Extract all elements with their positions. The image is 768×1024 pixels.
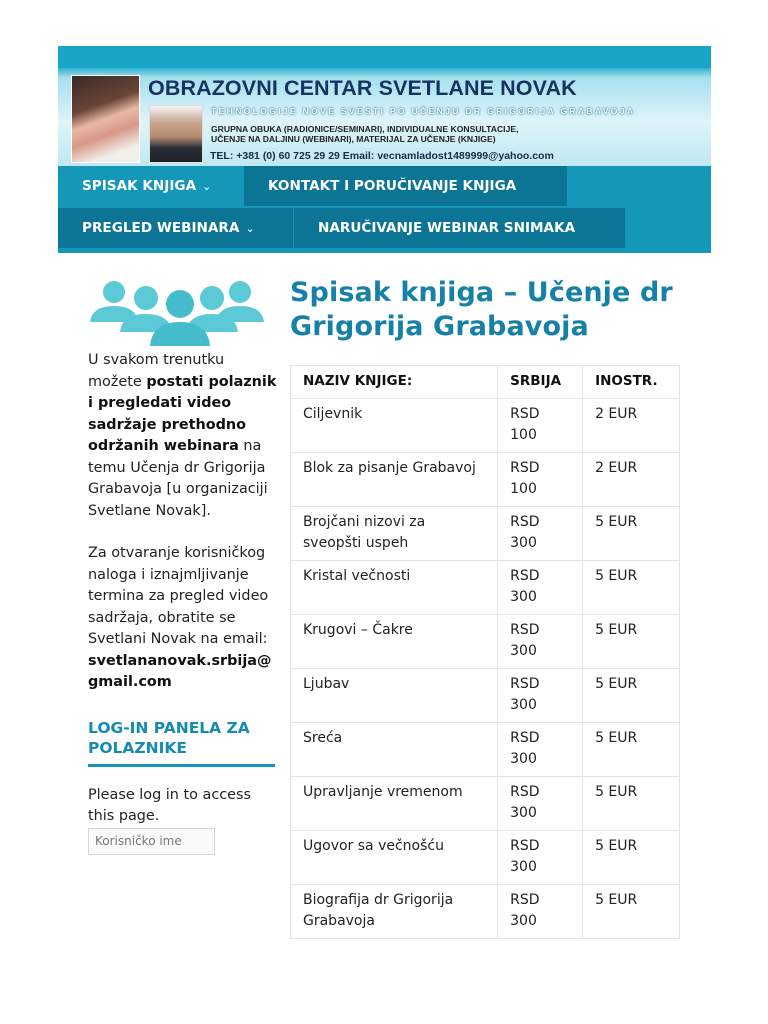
- price-srbija: RSD 300: [498, 560, 583, 614]
- banner-title: OBRAZOVNI CENTAR SVETLANE NOVAK: [148, 76, 577, 100]
- table-row: [291, 506, 680, 560]
- book-name: Sreća: [291, 722, 498, 776]
- price-srbija: RSD 300: [498, 506, 583, 560]
- sidebar-contact-email: svetlananovak.srbija@gmail.com: [88, 652, 272, 690]
- username-input[interactable]: [88, 828, 215, 855]
- nav-kontakt-label: KONTAKT I PORUČIVANJE KNJIGA: [268, 178, 517, 194]
- book-name: Ugovor sa večnošću: [291, 830, 498, 884]
- table-row: [291, 668, 680, 722]
- photo-svetlana-novak: [71, 75, 140, 163]
- book-name: Upravljanje vremenom: [291, 776, 498, 830]
- price-srbija: RSD 300: [498, 884, 583, 938]
- table-row: [291, 560, 680, 614]
- banner-subtitle: TEHNOLOGIJE NOVE SVESTI PO UČENJU DR GRIGORIJA GRABAVOJA: [211, 106, 636, 116]
- book-name: Ljubav: [291, 668, 498, 722]
- nav-spisak-knjiga-label: SPISAK KNJIGA: [82, 178, 197, 194]
- nav-kontakt-porucivanje[interactable]: [244, 166, 567, 206]
- table-row: [291, 722, 680, 776]
- nav-narucivanje-snimaka[interactable]: [294, 208, 625, 248]
- photo-grigori-grabovoi: [149, 105, 203, 163]
- price-inostr: 5 EUR: [583, 722, 680, 776]
- banner-services-line-1: GRUPNA OBUKA (RADIONICE/SEMINARI), INDIVIDUALNE KONSULTACIJE,: [211, 124, 519, 134]
- price-inostr: 5 EUR: [583, 560, 680, 614]
- book-name: Krugovi – Čakre: [291, 614, 498, 668]
- sidebar: [88, 276, 278, 855]
- chevron-down-icon: ⌄: [245, 222, 255, 235]
- book-name: Blok za pisanje Grabavoj: [291, 452, 498, 506]
- price-inostr: 5 EUR: [583, 830, 680, 884]
- book-name: Kristal večnosti: [291, 560, 498, 614]
- sidebar-contact: [88, 543, 278, 694]
- price-inostr: 5 EUR: [583, 668, 680, 722]
- nav-spisak-knjiga[interactable]: [58, 166, 243, 206]
- site-banner[interactable]: [58, 46, 711, 166]
- price-srbija: RSD 300: [498, 668, 583, 722]
- nav-narucivanje-label: NARUČIVANJE WEBINAR SNIMAKA: [318, 220, 576, 236]
- table-row: [291, 614, 680, 668]
- group-people-icon: [88, 276, 272, 348]
- price-srbija: RSD 100: [498, 398, 583, 452]
- chevron-down-icon: ⌄: [202, 180, 212, 193]
- site-wrapper: [58, 46, 711, 253]
- book-name: Biografija dr Grigorija Grabavoja: [291, 884, 498, 938]
- nav-pregled-webinara-label: PREGLED WEBINARA: [82, 220, 240, 236]
- books-table: [290, 365, 680, 939]
- table-row: [291, 398, 680, 452]
- table-row: [291, 452, 680, 506]
- banner-services-line-2: UČENJE NA DALJINU (WEBINARI), MATERIJAL ZA UČENJE (KNJIGE): [211, 134, 496, 144]
- sidebar-intro-bold: postati polaznik i pregledati video sadržaje prethodno održanih webinara: [88, 373, 277, 454]
- nav-pregled-webinara[interactable]: [58, 208, 293, 248]
- price-srbija: RSD 300: [498, 614, 583, 668]
- price-inostr: 5 EUR: [583, 884, 680, 938]
- sidebar-text: [88, 350, 278, 694]
- sidebar-intro-1: U svakom trenutku možete: [88, 352, 225, 390]
- header-inostr: INOSTR.: [583, 366, 680, 399]
- sidebar-contact-text: Za otvaranje korisničkog naloga i iznajmljivanje termina za pregled video sadržaja, obratite se Svetlani Novak na email:: [88, 545, 269, 647]
- sidebar-intro: [88, 350, 278, 522]
- table-row: [291, 776, 680, 830]
- price-srbija: RSD 100: [498, 452, 583, 506]
- table-row: [291, 884, 680, 938]
- price-inostr: 2 EUR: [583, 398, 680, 452]
- table-row: [291, 830, 680, 884]
- price-srbija: RSD 300: [498, 722, 583, 776]
- login-panel-title: LOG-IN PANELA ZA POLAZNIKE: [88, 718, 275, 767]
- price-srbija: RSD 300: [498, 776, 583, 830]
- login-note: Please log in to access this page.: [88, 786, 251, 824]
- table-header-row: [291, 366, 680, 399]
- price-inostr: 5 EUR: [583, 506, 680, 560]
- main-content: [290, 276, 690, 929]
- price-inostr: 2 EUR: [583, 452, 680, 506]
- book-name: Ciljevnik: [291, 398, 498, 452]
- price-inostr: 5 EUR: [583, 776, 680, 830]
- header-srbija: SRBIJA: [498, 366, 583, 399]
- banner-contact: TEL: +381 (0) 60 725 29 29 Email: vecnamladost1489999@yahoo.com: [210, 150, 554, 162]
- price-srbija: RSD 300: [498, 830, 583, 884]
- book-name: Brojčani nizovi za sveopšti uspeh: [291, 506, 498, 560]
- page-title: Spisak knjiga – Učenje dr Grigorija Grabavoja: [290, 277, 673, 342]
- price-inostr: 5 EUR: [583, 614, 680, 668]
- sidebar-intro-2: na temu Učenja dr Grigorija Grabavoja [u organizaciji Svetlane Novak].: [88, 438, 268, 519]
- header-naziv: NAZIV KNJIGE:: [291, 366, 498, 399]
- main-navigation: [58, 166, 711, 253]
